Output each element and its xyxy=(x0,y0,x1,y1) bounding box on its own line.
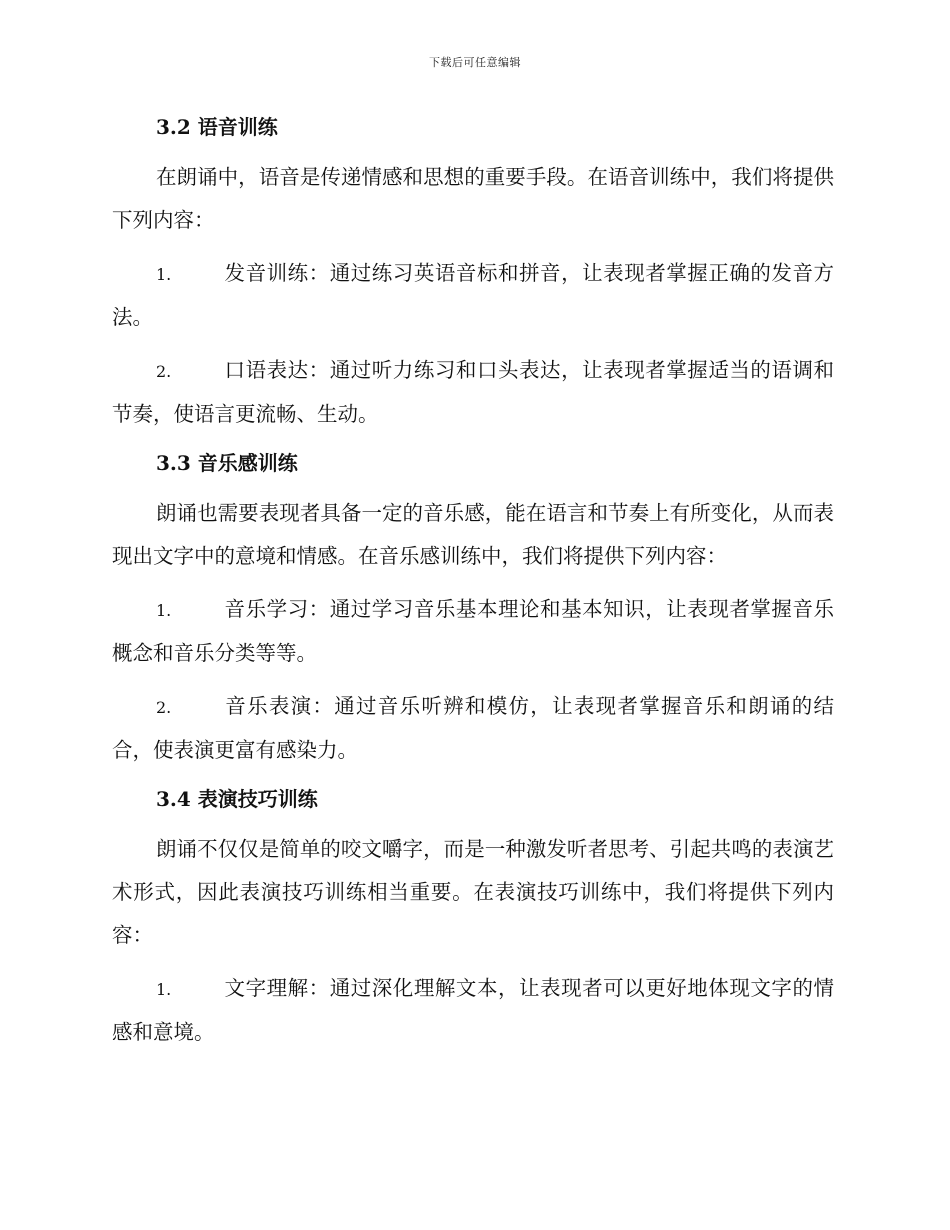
section-intro-3-2: 在朗诵中，语音是传递情感和思想的重要手段。在语音训练中，我们将提供下列内容： xyxy=(112,165,834,232)
section-heading-3-3: 3.3 音乐感训练 xyxy=(156,451,298,475)
list-item-number: 1. xyxy=(156,601,172,620)
page-header: 下载后可任意编辑 xyxy=(429,56,521,69)
list-item-number: 1. xyxy=(156,265,172,284)
list-item-text: 文字理解：通过深化理解文本，让表现者可以更好地体现文字的情感和意境。 xyxy=(112,976,834,1044)
list-item-number: 2. xyxy=(156,362,172,381)
list-item xyxy=(112,252,834,339)
list-item xyxy=(112,588,834,675)
list-item-number: 2. xyxy=(156,698,172,717)
list-item xyxy=(112,349,834,436)
document-body xyxy=(112,110,834,1054)
list-item-text: 口语表达：通过听力练习和口头表达，让表现者掌握适当的语调和节奏，使语言更流畅、生动。 xyxy=(112,358,834,426)
list-item-text: 音乐学习：通过学习音乐基本理论和基本知识，让表现者掌握音乐概念和音乐分类等等。 xyxy=(112,597,834,665)
list-item-text: 音乐表演：通过音乐听辨和模仿，让表现者掌握音乐和朗诵的结合，使表演更富有感染力。 xyxy=(112,694,834,762)
section-heading-3-4: 3.4 表演技巧训练 xyxy=(156,787,318,811)
list-item-number: 1. xyxy=(156,980,172,999)
list-item xyxy=(112,685,834,772)
list-item-text: 发音训练：通过练习英语音标和拼音，让表现者掌握正确的发音方法。 xyxy=(112,261,834,329)
section-intro-3-4: 朗诵不仅仅是简单的咬文嚼字，而是一种激发听者思考、引起共鸣的表演艺术形式，因此表演技巧训练相当重要。在表演技巧训练中，我们将提供下列内容： xyxy=(112,837,834,947)
list-item xyxy=(112,967,834,1054)
section-heading-3-2: 3.2 语音训练 xyxy=(156,115,278,139)
section-intro-3-3: 朗诵也需要表现者具备一定的音乐感，能在语言和节奏上有所变化，从而表现出文字中的意境和情感。在音乐感训练中，我们将提供下列内容： xyxy=(112,501,834,568)
